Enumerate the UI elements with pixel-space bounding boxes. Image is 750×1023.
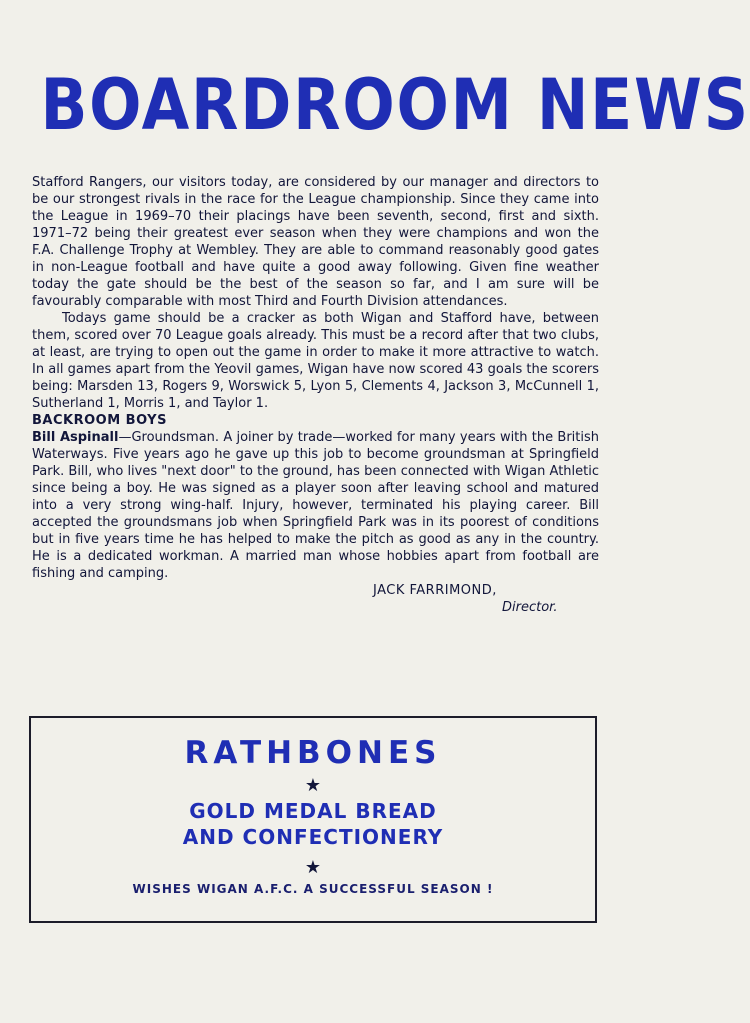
advert-line-2: AND CONFECTIONERY [182,825,444,849]
advert-line-1: GOLD MEDAL BREAD [189,799,437,823]
backroom-text: —Groundsman. A joiner by trade—worked for many years with the British Waterways. Five years ago he gave up this job to become groundsman at Springfield Park. Bill, who lives "next door" to the ground, has been connected with Wigan Athletic since being a boy. He was signed as a player soon after leaving school and matured into a very strong wing-half. Injury, however, terminated his playing career. Bill accepted the groundsmans job when Springfield Park was in its poorest of conditions but in five years time he has helped to make the pitch as good as any in the country. He is a dedicated workman. A married man whose hobbies apart from football are fishing and camping. [32,430,599,581]
advert-box [29,716,597,923]
paragraph-backroom [32,429,599,582]
star-icon: ★ [304,857,322,878]
advert-wish: WISHES WIGAN A.F.C. A SUCCESSFUL SEASON ! [132,882,494,896]
page-title: BOARDROOM NEWS [40,64,750,146]
signature-name: JACK FARRIMOND, [373,583,497,598]
paragraph-goals: Todays game should be a cracker as both Wigan and Stafford have, between them, scored over 70 League goals already. This must be a record after that two clubs, at least, are trying to open out the game in order to make it more attractive to watch. In all games apart from the Yeovil games, Wigan have now scored 43 goals the scorers being: Marsden 13, Rogers 9, Worswick 5, Lyon 5, Clements 4, Jackson 3, McCunnell 1, Sutherland 1, Morris 1, and Taylor 1. [32,311,599,411]
article-body [32,174,599,616]
signature-role: Director. [502,600,558,615]
section-heading-backroom: BACKROOM BOYS [32,413,167,428]
star-icon: ★ [304,775,322,796]
person-name: Bill Aspinall [32,430,119,445]
paragraph-stafford: Stafford Rangers, our visitors today, are considered by our manager and directors to be our strongest rivals in the race for the League championship. Since they came into the League in 1969–70 their placings have been seventh, second, first and sixth. 1971–72 being their greatest ever season when they were champions and won the F.A. Challenge Trophy at Wembley. They are able to command reasonably good gates in non-League football and have quite a good away following. Given fine weather today the gate should be the best of the season so far, and I am sure will be favourably comparable with most Third and Fourth Division attendances. [32,175,599,309]
advert-brand: RATHBONES [184,735,442,771]
